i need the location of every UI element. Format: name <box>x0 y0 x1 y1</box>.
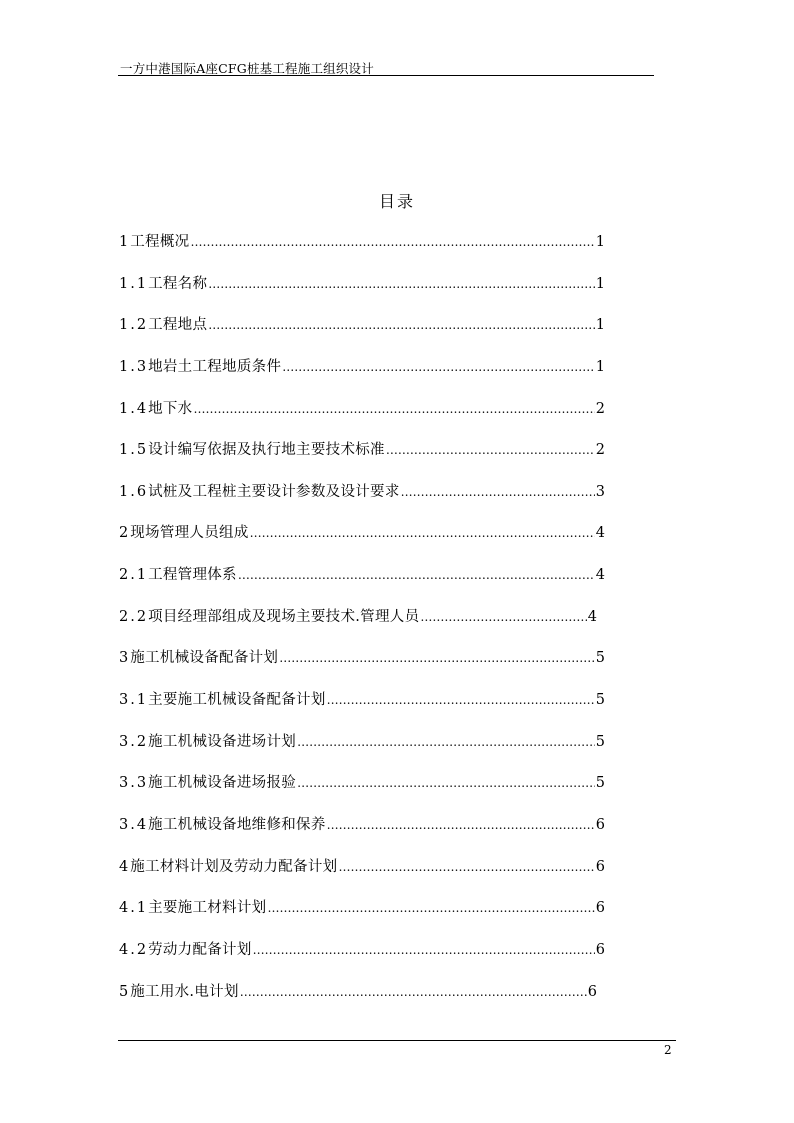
dot-leader <box>267 896 594 920</box>
toc-entry-page: 6 <box>595 816 605 833</box>
toc-entry-title: 现场管理人员组成 <box>130 525 249 542</box>
toc-title: 目录 <box>378 192 415 211</box>
toc-entry-page: 4 <box>587 608 597 625</box>
dot-leader <box>297 771 595 795</box>
toc-entry-title: 工程概况 <box>130 234 190 250</box>
toc-entry[interactable] <box>119 730 605 772</box>
toc-entry-title: 施工机械设备进场计划 <box>148 733 297 750</box>
toc-entry[interactable] <box>119 272 605 314</box>
toc-entry-title: 工程地点 <box>148 317 208 334</box>
toc-entry-number: 4 <box>119 858 131 875</box>
dot-leader <box>208 313 595 337</box>
toc-entry-number: 3.3 <box>119 775 149 792</box>
toc-entry-number: 5 <box>119 983 131 1000</box>
toc-entry[interactable] <box>119 646 605 688</box>
toc-entry[interactable] <box>119 855 605 897</box>
toc-entry-title: 施工材料计划及劳动力配备计划 <box>130 858 338 875</box>
dot-leader <box>240 980 587 1004</box>
toc-entry-number: 3.4 <box>119 816 149 833</box>
toc-entry-title: 主要施工材料计划 <box>148 900 267 917</box>
toc-entry-page: 6 <box>595 941 605 958</box>
toc-entry-number: 1.6 <box>119 483 149 500</box>
dot-leader <box>208 272 595 296</box>
dot-leader <box>193 397 594 421</box>
toc-entry-title: 地下水 <box>148 400 193 417</box>
toc-entry-title: 工程管理体系 <box>148 567 237 584</box>
toc-entry-page: 1 <box>595 275 605 292</box>
toc-entry[interactable] <box>119 771 605 813</box>
toc-entry-number: 1 <box>119 234 131 250</box>
running-header: 一方中港国际A座CFG桩基工程施工组织设计 <box>120 61 374 76</box>
toc-entry-number: 1.1 <box>119 275 149 292</box>
toc-entry-title: 施工机械设备地维修和保养 <box>148 816 326 833</box>
dot-leader <box>250 521 595 545</box>
dot-leader <box>190 230 594 254</box>
toc-entry-title: 施工机械设备进场报验 <box>148 775 297 792</box>
toc-entry-title: 施工机械设备配备计划 <box>130 650 279 667</box>
toc-entry-title: 施工用水.电计划 <box>130 983 239 1000</box>
toc-entry[interactable] <box>119 230 605 272</box>
toc-entry-page: 1 <box>595 358 605 375</box>
toc-entry-number: 1.3 <box>119 358 149 375</box>
toc-entry-page: 4 <box>595 525 605 542</box>
dot-leader <box>282 355 595 379</box>
toc-entry-number: 1.2 <box>119 317 149 334</box>
toc-entry-page: 6 <box>595 900 605 917</box>
toc-entry-page: 5 <box>595 775 605 792</box>
toc-entry-page: 5 <box>595 650 605 667</box>
header-divider <box>118 75 654 76</box>
toc-entry[interactable] <box>119 563 605 605</box>
toc-entry-number: 3 <box>119 650 131 667</box>
toc-entry-title: 劳动力配备计划 <box>148 941 252 958</box>
toc-entry-number: 1.4 <box>119 400 149 417</box>
toc-entry-number: 4.2 <box>119 941 149 958</box>
toc-entry-page: 6 <box>595 858 605 875</box>
toc-entry-page: 3 <box>595 483 605 500</box>
toc-entry-number: 2 <box>119 525 131 542</box>
toc-entry[interactable] <box>119 480 605 522</box>
dot-leader <box>401 480 595 504</box>
dot-leader <box>420 605 586 629</box>
toc-entry-title: 地岩土工程地质条件 <box>148 358 282 375</box>
toc-entry[interactable] <box>119 980 597 1022</box>
dot-leader <box>338 855 594 879</box>
toc-entry-title: 试桩及工程桩主要设计参数及设计要求 <box>148 483 400 500</box>
toc-entry-title: 工程名称 <box>148 275 208 292</box>
toc-entry-title: 主要施工机械设备配备计划 <box>148 692 326 709</box>
dot-leader <box>253 938 595 962</box>
toc-entry-page: 1 <box>595 234 605 250</box>
toc-entry[interactable] <box>119 813 605 855</box>
dot-leader <box>279 646 595 670</box>
dot-leader <box>327 813 595 837</box>
dot-leader <box>327 688 595 712</box>
toc-entry-page: 6 <box>587 983 597 1000</box>
toc-entry-page: 4 <box>595 567 605 584</box>
dot-leader <box>297 730 595 754</box>
toc-entry[interactable] <box>119 397 605 439</box>
dot-leader <box>386 438 595 462</box>
toc-entry-page: 5 <box>595 733 605 750</box>
toc-entry-number: 4.1 <box>119 900 149 917</box>
toc-entry[interactable] <box>119 938 605 980</box>
toc-entry-number: 2.2 <box>119 608 149 625</box>
toc-entry[interactable] <box>119 355 605 397</box>
toc-entry[interactable] <box>119 438 605 480</box>
toc-entry[interactable] <box>119 896 605 938</box>
toc-entry[interactable] <box>119 688 605 730</box>
table-of-contents <box>119 230 605 1021</box>
toc-entry-page: 5 <box>595 692 605 709</box>
toc-entry[interactable] <box>119 313 605 355</box>
toc-entry[interactable] <box>119 605 597 647</box>
toc-entry-number: 3.1 <box>119 692 149 709</box>
toc-entry-number: 1.5 <box>119 442 149 459</box>
toc-entry-title: 设计编写依据及执行地主要技术标准 <box>148 442 385 459</box>
toc-entry-page: 2 <box>595 400 605 417</box>
footer-divider <box>118 1040 676 1041</box>
toc-entry[interactable] <box>119 521 605 563</box>
page-number: 2 <box>664 1043 672 1057</box>
toc-entry-title: 项目经理部组成及现场主要技术.管理人员 <box>148 608 420 625</box>
toc-entry-number: 2.1 <box>119 567 149 584</box>
toc-entry-page: 2 <box>595 442 605 459</box>
toc-entry-page: 1 <box>595 317 605 334</box>
toc-entry-number: 3.2 <box>119 733 149 750</box>
dot-leader <box>238 563 595 587</box>
